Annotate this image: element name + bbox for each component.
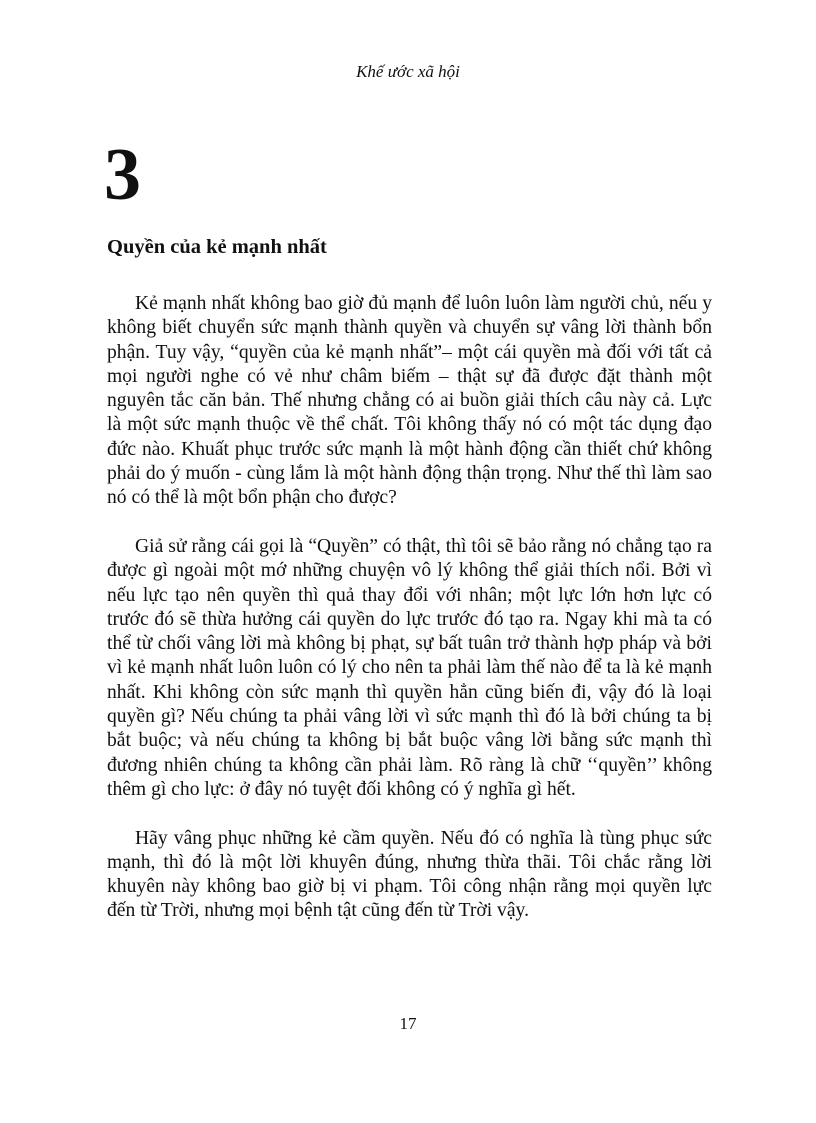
page-number: 17 (399, 1014, 417, 1033)
paragraph: Giả sử rằng cái gọi là “Quyền” có thật, thì tôi sẽ bảo rằng nó chẳng tạo ra được gì ngoài một mớ những chuyện vô lý không thể giải thích nổi. Bởi vì nếu lực tạo nên quyền thì quả thay đổi với nhân; một lực lớn hơn lực có trước đó sẽ thừa hưởng cái quyền do lực trước đó tạo ra. Ngay khi mà ta có thể từ chối vâng lời mà không bị phạt, sự bất tuân trở thành hợp pháp và bởi vì kẻ mạnh nhất luôn luôn có lý cho nên ta phải làm thế nào để ta là kẻ mạnh nhất. Khi không còn sức mạnh thì quyền hẳn cũng biến đi, vậy đó là loại quyền gì? Nếu chúng ta phải vâng lời vì sức mạnh thì đó là bởi chúng ta bị bắt buộc; và nếu chúng ta không bị bắt buộc vâng lời bằng sức mạnh thì đương nhiên chúng ta không cần phải làm. Rõ ràng là chữ ‘‘quyền’’ không thêm gì cho lực: ở đây nó tuyệt đối không có ý nghĩa gì hết. (107, 535, 712, 800)
paragraph: Hãy vâng phục những kẻ cầm quyền. Nếu đó có nghĩa là tùng phục sức mạnh, thì đó là một lời khuyên đúng, nhưng thừa thãi. Tôi chắc rằng lời khuyên này không bao giờ bị vi phạm. Tôi công nhận rằng mọi quyền lực đến từ Trời, nhưng mọi bệnh tật cũng đến từ Trời vậy. (107, 827, 712, 922)
running-header: Khế ước xã hội (356, 62, 460, 81)
chapter-title: Quyền của kẻ mạnh nhất (107, 236, 327, 258)
chapter-number: 3 (104, 134, 141, 216)
paragraph: Kẻ mạnh nhất không bao giờ đủ mạnh để luôn luôn làm người chủ, nếu y không biết chuyển sức mạnh thành quyền và chuyển sự vâng lời thành bổn phận. Tuy vậy, “quyền của kẻ mạnh nhất”– một cái quyền mà đối với tất cả mọi người nghe có vẻ như châm biếm – thật sự đã được đặt thành một nguyên tắc căn bản. Thế nhưng chẳng có ai buồn giải thích câu này cả. Lực là một sức mạnh thuộc về thể chất. Tôi không thấy nó có một tác dụng đạo đức nào. Khuất phục trước sức mạnh là một hành động cần thiết chứ không phải do ý muốn - cùng lắm là một hành động thận trọng. Như thế thì làm sao nó có thể là một bổn phận cho được? (107, 293, 712, 509)
body-text (107, 292, 712, 948)
